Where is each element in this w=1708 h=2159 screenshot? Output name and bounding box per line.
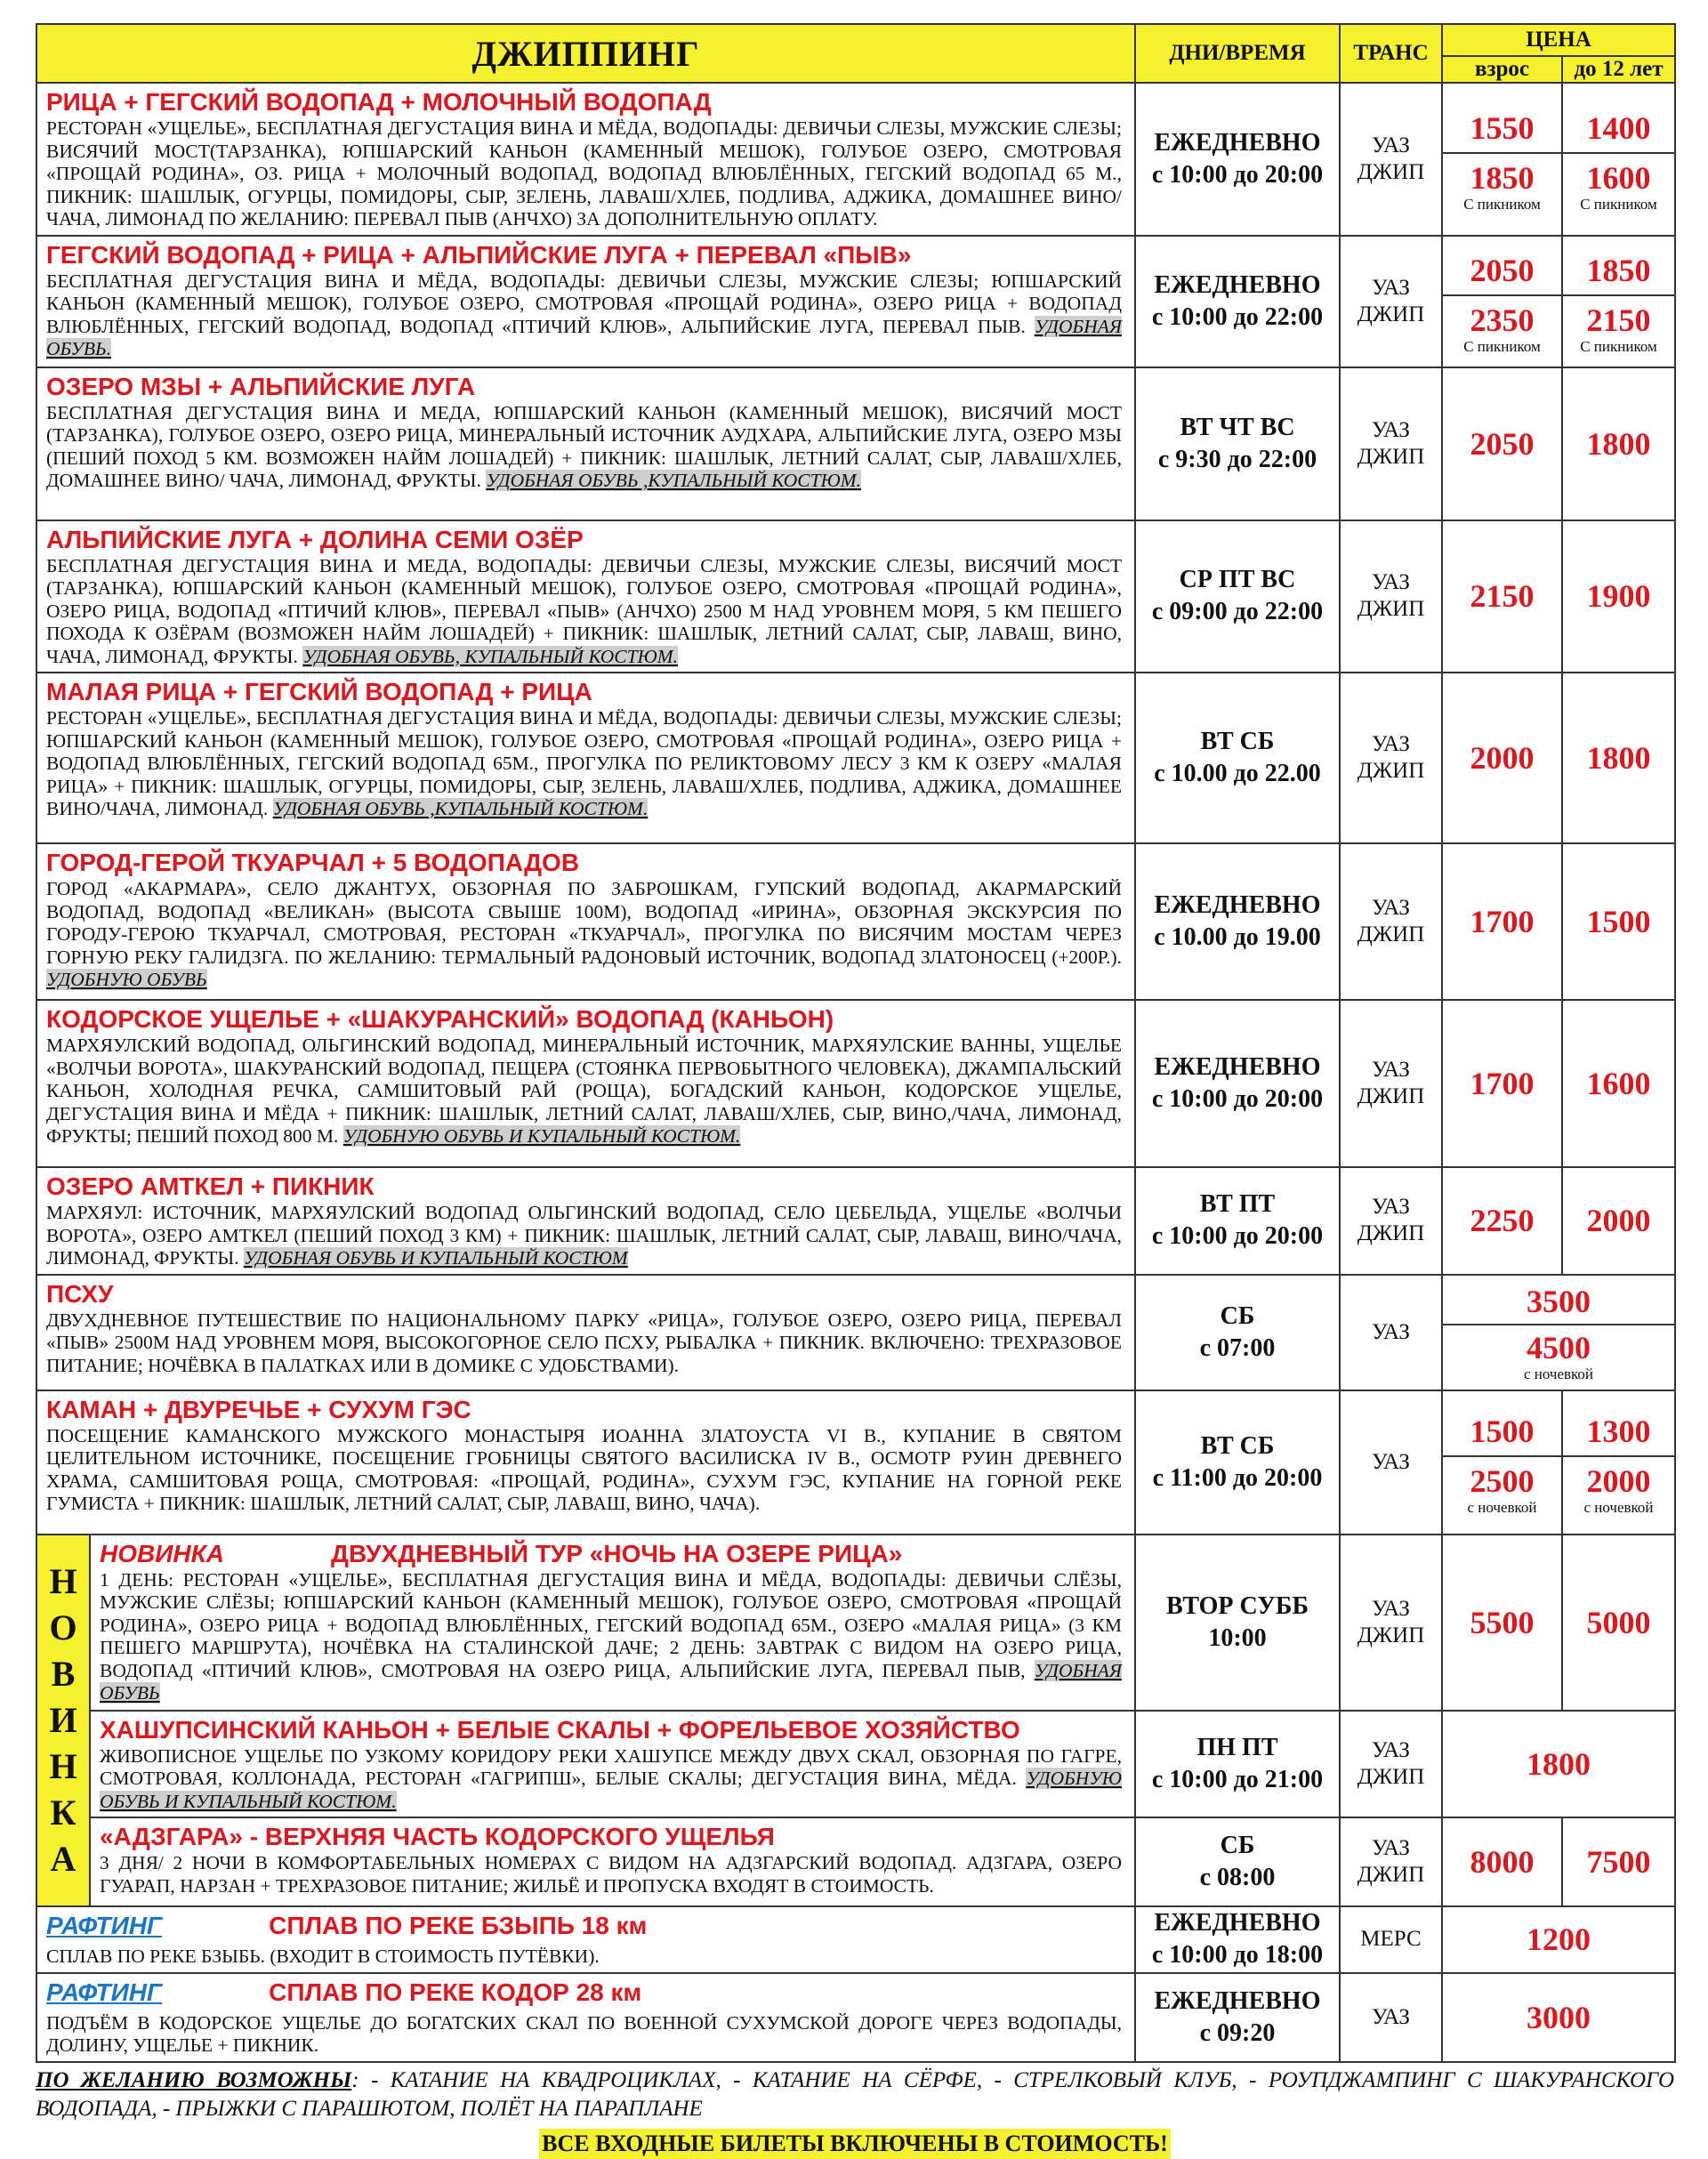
tour-transport: УАЗ	[1340, 1275, 1442, 1390]
tour-title: ГЕГСКИЙ ВОДОПАД + РИЦА + АЛЬПИЙСКИЕ ЛУГА + ПЕРЕВАЛ «ПЫВ»	[46, 240, 912, 269]
tour-row	[36, 367, 1675, 520]
price-adult: 5500	[1442, 1535, 1562, 1711]
tour-price-cell	[1562, 83, 1675, 236]
rafting-tag: РАФТИНГ	[46, 1912, 163, 1939]
tour-time: с 10.00 до 22.00	[1154, 760, 1321, 787]
header-row	[36, 24, 1675, 56]
price-child: 1900	[1562, 520, 1675, 673]
tour-transport: УАЗ ДЖИП	[1340, 520, 1442, 673]
tour-schedule	[1135, 1535, 1340, 1711]
tour-time: с 10:00 до 20:00	[1151, 1085, 1324, 1113]
tour-title: КАМАН + ДВУРЕЧЬЕ + СУХУМ ГЭС	[46, 1395, 471, 1423]
tour-text	[46, 402, 1122, 493]
tour-days: СБ	[1220, 1301, 1255, 1330]
tour-row	[36, 673, 1675, 843]
tour-description-cell	[36, 1000, 1135, 1167]
tour-desc: ГОРОД «АКАРМАРА», СЕЛО ДЖАНТУХ, ОБЗОРНАЯ ПО ЗАБРОШКАМ, ГУПСКИЙ ВОДОПАД, АКАРМАРСКИЙ ВОДОПАД, ВОДОПАД «ВЕЛИКАН» (ВЫСОТА СВЫШЕ 100М), ВОДОПАД «ИРИНА», ОБЗОРНАЯ ЭКСКУРСИЯ ПО ГОРОДУ-ГЕРОЮ ТКУАРЧАЛ, СМОТРОВАЯ, РЕСТОРАН «ТКУАРЧАЛ», ПРОГУЛКА ПО ВИСЯЧИМ МОСТАМ ЧЕРЕЗ ГОРНУЮ РЕКУ ГАЛИДЗГА. ПО ЖЕЛАНИЮ: ТЕРМАЛЬНЫЙ РАДОНОВЫЙ ИСТОЧНИК, ВОДОПАД ЗЛАТОНОСЕЦ (+200Р.).	[46, 878, 1122, 968]
tour-description-cell	[90, 1711, 1135, 1818]
tour-text	[46, 555, 1122, 669]
tour-time: 10:00	[1208, 1623, 1267, 1652]
tour-schedule	[1135, 1906, 1340, 1973]
tour-days: ЕЖЕДНЕВНО	[1154, 270, 1321, 299]
price-adult: 3500	[1527, 1283, 1591, 1319]
price-child: 2000	[1562, 1167, 1675, 1275]
tour-title: РИЦА + ГЕГСКИЙ ВОДОПАД + МОЛОЧНЫЙ ВОДОПАД	[46, 88, 712, 116]
novinka-letter: В	[51, 1653, 76, 1694]
price-extended: 1600	[1586, 159, 1651, 196]
price-child: 5000	[1562, 1535, 1675, 1711]
tour-text	[46, 270, 1122, 361]
tour-days: ВТ СБ	[1200, 728, 1275, 755]
tour-row	[36, 236, 1675, 367]
tour-transport: УАЗ ДЖИП	[1340, 1817, 1442, 1906]
tour-days: СР ПТ ВС	[1179, 566, 1296, 594]
tour-schedule	[1135, 1275, 1340, 1390]
tour-schedule	[1135, 1973, 1340, 2062]
price-adult: 1700	[1442, 1000, 1562, 1167]
tour-transport: УАЗ ДЖИП	[1340, 1000, 1442, 1167]
tour-title: ОЗЕРО АМТКЕЛ + ПИКНИК	[46, 1172, 375, 1200]
tour-schedule	[1135, 83, 1340, 236]
tour-description-cell	[36, 1906, 1135, 1973]
price-base: 2050	[1470, 252, 1535, 288]
tour-title: АЛЬПИЙСКИЕ ЛУГА + ДОЛИНА СЕМИ ОЗЁР	[46, 525, 584, 553]
tour-row	[36, 843, 1675, 1000]
header-price: ЦЕНА	[1442, 24, 1675, 56]
tour-row	[36, 1817, 1675, 1906]
tour-time: с 09:00 до 22:00	[1151, 598, 1324, 626]
tour-recommendation: УДОБНУЮ ОБУВЬ	[46, 969, 207, 990]
price-adult: 2150	[1442, 520, 1562, 673]
tour-transport: УАЗ ДЖИП	[1340, 236, 1442, 367]
tour-desc: 3 ДНЯ/ 2 НОЧИ В КОМФОРТАБЕЛЬНЫХ НОМЕРАХ С ВИДОМ НА АДЗГАРСКИЙ ВОДОПАД. АДЗГАРА, ОЗЕРО ГУАРАП, НАРЗАН + ТРЕХРАЗОВОЕ ПИТАНИЕ; ЖИЛЬЁ И ПРОПУСКА ВХОДЯТ В СТОИМОСТЬ.	[100, 1852, 1122, 1897]
tour-description-cell	[36, 83, 1135, 236]
tour-description-cell	[90, 1535, 1135, 1711]
tour-text	[46, 707, 1122, 821]
tour-desc: ПОСЕЩЕНИЕ КАМАНСКОГО МУЖСКОГО МОНАСТЫРЯ ИОАННА ЗЛАТОУСТА VI В., КУПАНИЕ В СВЯТОМ ЦЕЛИТЕЛЬНОМ ИСТОЧНИКЕ, ПОСЕЩЕНИЕ ГРОБНИЦЫ СВЯТОГО ВАСИЛИСКА IV В., ОСМОТР РУИН ДРЕВНЕГО ХРАМА, САМШИТОВАЯ РОЩА, СМОТРОВАЯ: «ПРОЩАЙ, РОДИНА», СУХУМ ГЭС, КУПАНИЕ НА ГОРНОЙ РЕКЕ ГУМИСТА + ПИКНИК: ШАШЛЫК, ЛЕТНИЙ САЛАТ, СЫР, ЛАВАШ, ВИНО, ЧАЧА).	[46, 1424, 1122, 1514]
footer-lead: ПО ЖЕЛАНИЮ ВОЗМОЖНЫ	[36, 2067, 352, 2092]
tour-schedule	[1135, 520, 1340, 673]
tour-desc: БЕСПЛАТНАЯ ДЕГУСТАЦИЯ ВИНА И МЕДА, ВОДОПАДЫ: ДЕВИЧЬИ СЛЕЗЫ, МУЖСКИЕ СЛЕЗЫ, ВИСЯЧИЙ МОСТ (ТАРЗАНКА), ЮПШАРСКИЙ КАНЬОН (КАМЕННЫЙ МЕШОК), ГОЛУБОЕ ОЗЕРО, СМОТРОВАЯ «ПРОЩАЙ РОДИНА», ОЗЕРО РИЦА, ВОДОПАД «ПТИЧИЙ КЛЮВ», ПЕРЕВАЛ «ПЫВ» (АНЧХО) 2500 М НАД УРОВНЕМ МОРЯ, 5 КМ ПЕШЕГО ПОХОДА К ОЗЁРАМ (ВОЗМОЖЕН НАЙМ ЛОШАДЕЙ) + ПИКНИК: ШАШЛЫК, ЛЕТНИЙ САЛАТ, СЫР, ЛАВАШ, ВИНО, ЧАЧА, ЛИМОНАД, ФРУКТЫ.	[46, 554, 1122, 667]
tour-row	[36, 1390, 1675, 1535]
tour-recommendation: УДОБНАЯ ОБУВЬ ,КУПАЛЬНЫЙ КОСТЮМ.	[272, 798, 649, 819]
price-base: 1500	[1470, 1413, 1535, 1449]
price-base: 1400	[1586, 109, 1651, 146]
tour-transport: УАЗ ДЖИП	[1340, 843, 1442, 1000]
novinka-letter: О	[49, 1607, 77, 1647]
tour-title: «АДЗГАРА» - ВЕРХНЯЯ ЧАСТЬ КОДОРСКОГО УЩЕЛЬЯ	[100, 1823, 775, 1850]
price-adult: 8000	[1442, 1817, 1562, 1906]
tour-time: с 09:20	[1199, 2018, 1276, 2047]
tour-title-text: ДВУХДНЕВНЫЙ ТУР «НОЧЬ НА ОЗЕРЕ РИЦА»	[331, 1539, 903, 1567]
tour-text	[46, 1425, 1122, 1516]
price-overnight: 4500	[1527, 1329, 1591, 1365]
tour-price-cell: 3000	[1442, 1973, 1675, 2062]
price-extended: 2000	[1586, 1462, 1651, 1499]
tour-title: ГОРОД-ГЕРОЙ ТКУАРЧАЛ + 5 ВОДОПАДОВ	[46, 849, 580, 876]
tour-title: СПЛАВ ПО РЕКЕ БЗЫПЬ 18 км	[269, 1912, 648, 1939]
tour-schedule	[1135, 843, 1340, 1000]
novinka-letter: К	[50, 1792, 77, 1833]
novinka-side-label	[36, 1535, 90, 1907]
tour-row	[36, 520, 1675, 673]
tour-description-cell	[36, 1973, 1135, 2062]
price-list-sheet	[36, 23, 1674, 2159]
rafting-row	[36, 1906, 1675, 1973]
header-adult: взрос	[1442, 56, 1562, 83]
tour-row	[36, 1275, 1675, 1390]
tour-schedule	[1135, 1390, 1340, 1535]
price-adult: 2000	[1442, 673, 1562, 843]
price-note: С пикником	[1463, 337, 1541, 355]
tour-text	[46, 1309, 1122, 1378]
tour-time: с 10.00 до 19.00	[1154, 923, 1321, 951]
novinka-letter: И	[49, 1699, 77, 1740]
tour-transport: МЕРС	[1340, 1906, 1442, 1973]
tour-price-cell: 1200	[1442, 1906, 1675, 1973]
tour-row	[36, 1535, 1675, 1711]
tour-time: с 10:00 до 18:00	[1151, 1941, 1324, 1970]
price-note: С пикником	[1580, 195, 1657, 213]
tour-schedule	[1135, 1000, 1340, 1167]
tour-table	[36, 23, 1676, 2063]
tour-text	[46, 117, 1122, 231]
tour-transport: УАЗ ДЖИП	[1340, 367, 1442, 520]
price-note: с ночевкой	[1523, 1365, 1594, 1382]
tour-description-cell	[36, 1167, 1135, 1275]
footer-note	[36, 2066, 1674, 2123]
tour-time: с 10:00 до 21:00	[1151, 1765, 1324, 1793]
tour-transport: УАЗ ДЖИП	[1340, 1711, 1442, 1818]
tour-description-cell	[36, 1275, 1135, 1390]
header-days: ДНИ/ВРЕМЯ	[1135, 24, 1340, 83]
price-extended: 2500	[1470, 1462, 1535, 1499]
tour-text	[46, 878, 1122, 992]
price-adult: 2250	[1442, 1167, 1562, 1275]
price-note: С пикником	[1580, 337, 1657, 355]
tour-description-cell	[36, 236, 1135, 367]
tour-text	[46, 1035, 1122, 1148]
tour-row	[36, 83, 1675, 236]
tour-title: МАЛАЯ РИЦА + ГЕГСКИЙ ВОДОПАД + РИЦА	[46, 678, 592, 705]
novinka-letter: Н	[49, 1745, 77, 1786]
tour-description-cell	[36, 367, 1135, 520]
tour-price-cell: 1800	[1442, 1711, 1675, 1818]
tour-title: ОЗЕРО МЗЫ + АЛЬПИЙСКИЕ ЛУГА	[46, 372, 476, 400]
tour-days: ВТОР СУББ	[1166, 1591, 1309, 1620]
tour-time: с 10:00 до 22:00	[1151, 302, 1324, 331]
tour-price-cell	[1562, 1390, 1675, 1535]
tour-transport: УАЗ ДЖИП	[1340, 1535, 1442, 1711]
price-child: 7500	[1562, 1817, 1675, 1906]
tour-time: с 9:30 до 22:00	[1157, 445, 1317, 473]
tour-days: СБ	[1220, 1832, 1255, 1859]
tour-transport: УАЗ	[1340, 1973, 1442, 2062]
price-note: с ночевкой	[1583, 1498, 1654, 1516]
tour-recommendation: УДОБНАЯ ОБУВЬ.	[46, 315, 1122, 359]
rafting-tag: РАФТИНГ	[46, 1978, 163, 2006]
tour-desc: ПОДЪЁМ В КОДОРСКОЕ УЩЕЛЬЕ ДО БОГАТСКИХ СКАЛ ПО ВОЕННОЙ СУХУМСКОЙ ДОРОГЕ ЧЕРЕЗ ВОДОПАДЫ, ДОЛИНУ, УЩЕЛЬЕ + ПИКНИК.	[46, 2011, 1122, 2056]
tour-schedule	[1135, 1711, 1340, 1818]
tour-schedule	[1135, 236, 1340, 367]
tour-text	[100, 1745, 1122, 1814]
tour-title: СПЛАВ ПО РЕКЕ КОДОР 28 км	[269, 1978, 642, 2006]
tour-transport: УАЗ ДЖИП	[1340, 673, 1442, 843]
tour-price-cell	[1442, 236, 1562, 367]
price-base: 1850	[1586, 252, 1651, 288]
tour-row	[36, 1000, 1675, 1167]
novinka-letter: Н	[49, 1560, 77, 1601]
price-child: 1800	[1562, 367, 1675, 520]
tour-recommendation: УДОБНАЯ ОБУВЬ	[100, 1659, 1122, 1704]
tour-schedule	[1135, 1167, 1340, 1275]
tour-text	[46, 1202, 1122, 1270]
tour-desc: МАРХЯУЛСКИЙ ВОДОПАД, ОЛЬГИНСКИЙ ВОДОПАД, МИНЕРАЛЬНЫЙ ИСТОЧНИК, МАРХЯУЛСКИЕ ВАННЫ, УЩЕЛЬЕ «ВОЛЧЬИ ВОРОТА», ШАКУРАНСКИЙ ВОДОПАД, ПЕЩЕРА (СТОЯНКА ПЕРВОБЫТНОГО ЧЕЛОВЕКА), ДЖАМПАЛЬСКИЙ КАНЬОН, ХОЛОДНАЯ РЕЧКА, САМШИТОВЫЙ РАЙ (РОЩА), БОГАДСКИЙ КАНЬОН, КОДОРСКОЕ УЩЕЛЬЕ, ДЕГУСТАЦИЯ ВИНА И МЁДА + ПИКНИК: ШАШЛЫК, ЛЕТНИЙ САЛАТ, ЛАВАШ/ХЛЕБ, СЫР, ВИНО,/ЧАЧА, ЛИМОНАД, ФРУКТЫ; ПЕШИЙ ПОХОД 800 М.	[46, 1035, 1122, 1147]
price-adult: 2050	[1442, 367, 1562, 520]
tour-time: с 08:00	[1199, 1864, 1276, 1891]
tour-days: ЕЖЕДНЕВНО	[1154, 1986, 1321, 2015]
tour-desc: МАРХЯУЛ: ИСТОЧНИК, МАРХЯУЛСКИЙ ВОДОПАД ОЛЬГИНСКИЙ ВОДОПАД, СЕЛО ЦЕБЕЛЬДА, УЩЕЛЬЕ «ВОЛЧЬИ ВОРОТА», ОЗЕРО АМТКЕЛ (ПЕШИЙ ПОХОД 3 КМ) + ПИКНИК: ШАШЛЫК, ЛЕТНИЙ САЛАТ, СЫР, ЛАВАШ, ВИНО/ЧАЧА, ЛИМОНАД, ФРУКТЫ.	[46, 1202, 1122, 1269]
tour-description-cell	[90, 1817, 1135, 1906]
novinka-letter: А	[50, 1838, 77, 1879]
header-trans: ТРАНС	[1340, 24, 1442, 83]
price-note: с ночевкой	[1467, 1498, 1537, 1516]
tour-transport: УАЗ ДЖИП	[1340, 83, 1442, 236]
tour-time: с 11:00 до 20:00	[1152, 1463, 1323, 1492]
tour-tag: НОВИНКА	[100, 1539, 225, 1567]
tour-schedule	[1135, 367, 1340, 520]
tour-price-cell	[1442, 1390, 1562, 1535]
header-title: ДЖИППИНГ	[36, 24, 1135, 83]
price-child: 1800	[1562, 673, 1675, 843]
price-extended: 1850	[1470, 159, 1535, 196]
tour-desc: БЕСПЛАТНАЯ ДЕГУСТАЦИЯ ВИНА И МЕДА, ЮПШАРСКИЙ КАНЬОН (КАМЕННЫЙ МЕШОК), ВИСЯЧИЙ МОСТ (ТАРЗАНКА), ГОЛУБОЕ ОЗЕРО, ОЗЕРО РИЦА, МИНЕРАЛЬНЫЙ ИСТОЧНИК АУДХАРА, АЛЬПИЙСКИЕ ЛУГА, ОЗЕРО МЗЫ (ПЕШИЙ ПОХОД 5 КМ. ВОЗМОЖЕН НАЙМ ЛОШАДЕЙ) + ПИКНИК: ШАШЛЫК, ЛЕТНИЙ САЛАТ, СЫР, ЛАВАШ/ХЛЕБ, ДОМАШНЕЕ ВИНО/ ЧАЧА, ЛИМОНАД, ФРУКТЫ.	[46, 401, 1122, 491]
tour-description-cell	[36, 1390, 1135, 1535]
tour-price-cell	[1442, 1275, 1675, 1390]
price-base: 1300	[1586, 1413, 1651, 1449]
tour-desc: ДВУХДНЕВНОЕ ПУТЕШЕСТВИЕ ПО НАЦИОНАЛЬНОМУ ПАРКУ «РИЦА», ГОЛУБОЕ ОЗЕРО, ОЗЕРО РИЦА, ПЕРЕВАЛ «ПЫВ» 2500М НАД УРОВНЕМ МОРЯ, ВЫСОКОГОРНОЕ СЕЛО ПСХУ, РЫБАЛКА + ПИКНИК. ВКЛЮЧЕНО: ТРЕХРАЗОВОЕ ПИТАНИЕ; НОЧЁВКА В ПАЛАТКАХ ИЛИ В ДОМИКЕ С УДОБСТВАМИ).	[46, 1309, 1122, 1376]
tour-desc: 1 ДЕНЬ: РЕСТОРАН «УЩЕЛЬЕ», БЕСПЛАТНАЯ ДЕГУСТАЦИЯ ВИНА И МЁДА, ВОДОПАДЫ: ДЕВИЧЬИ СЛЁЗЫ, МУЖСКИЕ СЛЁЗЫ; ЮПШАРСКИЙ КАНЬОН (КАМЕННЫЙ МЕШОК), ГОЛУБОЕ ОЗЕРО, СМОТРОВАЯ «ПРОЩАЙ РОДИНА», ОЗЕРО РИЦА + ВОДОПАД ВЛЮБЛЁННЫХ, ГЕГСКИЙ ВОДОПАД 65М., ОЗЕРО «МАЛАЯ РИЦА» (3 КМ ПЕШЕГО МАРШРУТА), НОЧЁВКА НА СТАЛИНСКОЙ ДАЧЕ; 2 ДЕНЬ: ЗАВТРАК С ВИДОМ НА ОЗЕРО РИЦА, ВОДОПАД «ПТИЧИЙ КЛЮВ», СМОТРОВАЯ НА ОЗЕРО РИЦА, АЛЬПИЙСКИЕ ЛУГА, ПЕРЕВАЛ ПЫВ,	[100, 1568, 1122, 1681]
tour-time: с 10:00 до 20:00	[1151, 1222, 1324, 1251]
tour-row	[36, 1711, 1675, 1818]
tour-description-cell	[36, 843, 1135, 1000]
tour-desc: РЕСТОРАН «УЩЕЛЬЕ», БЕСПЛАТНАЯ ДЕГУСТАЦИЯ ВИНА И МЁДА, ВОДОПАДЫ: ДЕВИЧЬИ СЛЕЗЫ, МУЖСКИЕ СЛЕЗЫ; ВИСЯЧИЙ МОСТ(ТАРЗАНКА), ЮПШАРСКИЙ КАНЬОН (КАМЕННЫЙ МЕШОК), ГОЛУБОЕ ОЗЕРО, СМОТРОВАЯ «ПРОЩАЙ РОДИНА», ОЗ. РИЦА + МОЛОЧНЫЙ ВОДОПАД, ВОДОПАД ВЛЮБЛЁННЫХ, ГЕГСКИЙ ВОДОПАД 65 М., ПИКНИК: ШАШЛЫК, ОГУРЦЫ, ПОМИДОРЫ, СЫР, ЗЕЛЕНЬ, ЛАВАШ/ХЛЕБ, ПОДЛИВА, АДЖИКА, ДОМАШНЕЕ ВИНО/ЧАЧА, ЛИМОНАД ПО ЖЕЛАНИЮ: ПЕРЕВАЛ ПЫВ (АНЧХО) ЗА ДОПОЛНИТЕЛЬНУЮ ОПЛАТУ.	[46, 117, 1122, 230]
tour-recommendation: УДОБНАЯ ОБУВЬ И КУПАЛЬНЫЙ КОСТЮМ	[243, 1247, 628, 1269]
footer-text: : - КАТАНИЕ НА КВАДРОЦИКЛАХ, - КАТАНИЕ НА СЁРФЕ, - СТРЕЛКОВЫЙ КЛУБ, - РОУПДЖАМПИНГ С ШАКУРАНСКОГО ВОДОПАДА, - ПРЫЖКИ С ПАРАШЮТОМ, ПОЛЁТ НА ПАРАПЛАНЕ	[36, 2067, 1674, 2121]
price-base: 1550	[1470, 109, 1535, 146]
tour-price-cell	[1442, 83, 1562, 236]
price-extended: 2350	[1470, 302, 1535, 338]
tickets-included-banner: ВСЕ ВХОДНЫЕ БИЛЕТЫ ВКЛЮЧЕНЫ В СТОИМОСТЬ!	[539, 2129, 1171, 2159]
tour-transport: УАЗ ДЖИП	[1340, 1167, 1442, 1275]
tour-days: ЕЖЕДНЕВНО	[1154, 1909, 1321, 1937]
tour-recommendation: УДОБНАЯ ОБУВЬ ,КУПАЛЬНЫЙ КОСТЮМ.	[486, 470, 861, 491]
price-extended: 2150	[1586, 302, 1651, 338]
tour-days: ЕЖЕДНЕВНО	[1154, 1053, 1321, 1081]
tour-days: ЕЖЕДНЕВНО	[1154, 891, 1321, 919]
tour-time: с 10:00 до 20:00	[1151, 160, 1324, 189]
tour-description-cell	[36, 673, 1135, 843]
tour-recommendation: УДОБНУЮ ОБУВЬ И КУПАЛЬНЫЙ КОСТЮМ.	[342, 1125, 741, 1147]
price-adult: 1700	[1442, 843, 1562, 1000]
price-child: 1500	[1562, 843, 1675, 1000]
tour-text	[100, 1852, 1122, 1897]
tour-schedule	[1135, 673, 1340, 843]
tour-transport: УАЗ	[1340, 1390, 1442, 1535]
tour-title: ХАШУПСИНСКИЙ КАНЬОН + БЕЛЫЕ СКАЛЫ + ФОРЕЛЬЕВОЕ ХОЗЯЙСТВО	[100, 1715, 1020, 1744]
tour-description-cell	[36, 520, 1135, 673]
tour-schedule	[1135, 1817, 1340, 1906]
tour-desc: ЖИВОПИСНОЕ УЩЕЛЬЕ ПО УЗКОМУ КОРИДОРУ РЕКИ ХАШУПСЕ МЕЖДУ ДВУХ СКАЛ, ОБЗОРНАЯ ПО ГАГРЕ, СМОТРОВАЯ, КОЛЛОНАДА, РЕСТОРАН «ГАГРИПШ», БЕЛЫЕ СКАЛЫ; ДЕГУСТАЦИЯ ВИНА, МЁДА.	[100, 1744, 1122, 1789]
price-note: С пикником	[1463, 195, 1541, 213]
tour-days: ВТ ПТ	[1199, 1190, 1276, 1219]
tour-text	[100, 1569, 1122, 1705]
tour-title	[100, 1539, 1122, 1569]
tour-days: ПН ПТ	[1196, 1733, 1278, 1761]
tour-recommendation: УДОБНАЯ ОБУВЬ, КУПАЛЬНЫЙ КОСТЮМ.	[302, 645, 679, 667]
rafting-row	[36, 1973, 1675, 2062]
tour-desc: БЕСПЛАТНАЯ ДЕГУСТАЦИЯ ВИНА И МЁДА, ВОДОПАДЫ: ДЕВИЧЬИ СЛЕЗЫ, МУЖСКИЕ СЛЕЗЫ; ЮПШАРСКИЙ КАНЬОН (КАМЕННЫЙ МЕШОК), ГОЛУБОЕ ОЗЕРО, СМОТРОВАЯ «ПРОЩАЙ РОДИНА», ОЗЕРО РИЦА + ВОДОПАД ВЛЮБЛЁННЫХ, ГЕГСКИЙ ВОДОПАД, ВОДОПАД «ПТИЧИЙ КЛЮВ», АЛЬПИЙСКИЕ ЛУГА, ПЕРЕВАЛ ПЫВ.	[46, 270, 1122, 337]
tour-desc: СПЛАВ ПО РЕКЕ БЗЫБЬ. (ВХОДИТ В СТОИМОСТЬ ПУТЁВКИ).	[46, 1946, 600, 1967]
price-child: 1600	[1562, 1000, 1675, 1167]
tour-recommendation: УДОБНУЮ ОБУВЬ И КУПАЛЬНЫЙ КОСТЮМ.	[100, 1768, 1122, 1812]
tour-desc: РЕСТОРАН «УЩЕЛЬЕ», БЕСПЛАТНАЯ ДЕГУСТАЦИЯ ВИНА И МЁДА, ВОДОПАДЫ: ДЕВИЧЬИ СЛЕЗЫ, МУЖСКИЕ СЛЕЗЫ; ЮПШАРСКИЙ КАНЬОН (КАМЕННЫЙ МЕШОК), ГОЛУБОЕ ОЗЕРО, СМОТРОВАЯ «ПРОЩАЙ РОДИНА», ОЗЕРО РИЦА + ВОДОПАД ВЛЮБЛЁННЫХ, ГЕГСКИЙ ВОДОПАД 65М., ПРОГУЛКА ПО РЕЛИКТОВОМУ ЛЕСУ 3 КМ К ОЗЕРУ «МАЛАЯ РИЦА» + ПИКНИК: ШАШЛЫК, ОГУРЦЫ, ПОМИДОРЫ, СЫР, ЗЕЛЕНЬ, ЛАВАШ/ХЛЕБ, ПОДЛИВА, АДЖИКА, ДОМАШНЕЕ ВИНО/ЧАЧА, ЛИМОНАД.	[46, 707, 1122, 819]
tour-title: КОДОРСКОЕ УЩЕЛЬЕ + «ШАКУРАНСКИЙ» ВОДОПАД (КАНЬОН)	[46, 1005, 834, 1033]
tour-time: с 07:00	[1199, 1333, 1276, 1362]
tour-days: ЕЖЕДНЕВНО	[1154, 128, 1321, 157]
tour-days: ВТ СБ	[1200, 1431, 1275, 1460]
tour-title: ПСХУ	[46, 1279, 114, 1308]
tour-days: ВТ ЧТ ВС	[1180, 413, 1295, 441]
tour-price-cell	[1562, 236, 1675, 367]
header-child: до 12 лет	[1562, 56, 1675, 83]
tour-row	[36, 1167, 1675, 1275]
